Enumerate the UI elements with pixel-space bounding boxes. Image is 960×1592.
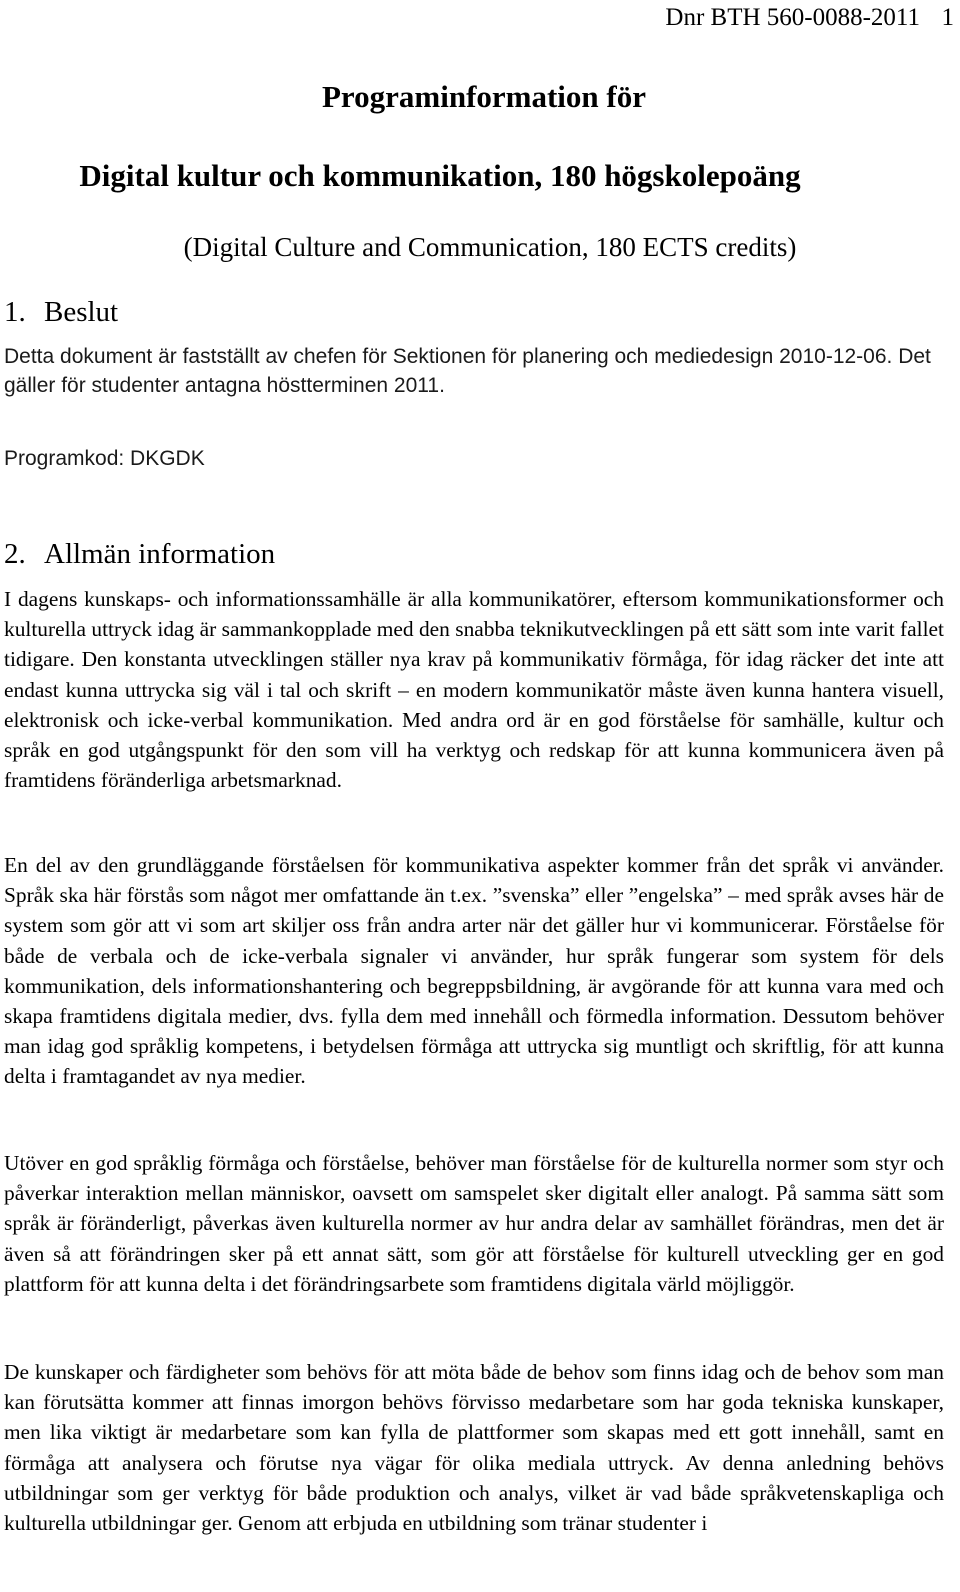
section-number: 2. xyxy=(4,538,26,570)
page-number: 1 xyxy=(941,4,954,31)
section-heading-beslut xyxy=(4,293,118,331)
document-subtitle: (Digital Culture and Communication, 180 ECTS credits) xyxy=(183,232,797,262)
section-title: Allmän information xyxy=(44,538,276,570)
body-paragraph: I dagens kunskaps- och informationssamhälle är alla kommunikatörer, eftersom kommunikationsformer och kulturella uttryck idag är sammankopplade med den snabba teknikutvecklingen på ett sätt som inte varit fallet tidigare. Den konstanta utvecklingen ställer nya krav på kommunikativ förmåga, för idag räcker det inte att endast kunna uttrycka sig väl i tal och skrift – en modern kommunikatör måste även kunna hantera visuell, elektronisk och icke-verbal kommunikation. Med andra ord är en god förståelse för samhälle, kultur och språk en god utgångspunkt för den som vill ha verktyg och redskap för att kunna kommunicera även på framtidens föränderliga arbetsmarknad. xyxy=(4,587,944,793)
document-reference: Dnr BTH 560-0088-2011 xyxy=(665,4,920,31)
body-paragraph: Utöver en god språklig förmåga och förståelse, behöver man förståelse för de kulturella normer som styr och påverkar interaktion mellan människor, oavsett om samspelet sker digitalt eller analogt. På samma sätt som språk är föränderligt, påverkas även kulturella normer av hur andra delar av samhället förändras, men det är även så att förändringen sker på ett annat sätt, som gör att förståelse för kulturell utveckling ger en god plattform för att kunna delta i det förändringsarbete som framtidens digitala värld möjliggör. xyxy=(4,1151,944,1296)
document-title-line-1: Programinformation för xyxy=(322,79,646,114)
document-title-line-2: Digital kultur och kommunikation, 180 högskolepoäng xyxy=(79,158,801,193)
program-code: Programkod: DKGDK xyxy=(4,447,205,470)
body-paragraph: En del av den grundläggande förståelsen för kommunikativa aspekter kommer från det språk vi använder. Språk ska här förstås som något mer omfattande än t.ex. ”svenska” eller ”engelska” – med språk avses här de system som gör att vi som art skiljer oss från andra arter när det gäller hur vi kommunicerar. Förståelse för både de verbala och de icke-verbala signaler vi använder, hur språk fungerar som system för dels kommunikation, dels informationshantering och begreppsbildning, är avgörande för att kunna vara med och skapa framtidens digitala medier, dvs. fylla dem med innehåll och förmedla information. Dessutom behöver man idag god språklig kompetens, i betydelsen förmåga att uttrycka sig muntligt och skriftlig, för att kunna delta i framtagandet av nya medier. xyxy=(4,853,944,1089)
section-title: Beslut xyxy=(44,296,119,328)
body-paragraph: De kunskaper och färdigheter som behövs för att möta både de behov som finns idag och de behov som man kan förutsätta kommer att finnas imorgon behövs förvisso medarbetare som har goda tekniska kunskaper, men lika viktigt är medarbetare som kan fylla de plattformer som skapas med ett gott innehåll, samt en förmåga att analysera och förutse nya vägar för olika mediala uttryck. Av denna anledning behövs utbildningar som ger verktyg för både produktion och analys, vilket är vad både språkvetenskapliga och kulturella utbildningar ger. Genom att erbjuda en utbildning som tränar studenter i xyxy=(4,1360,944,1536)
decision-text: Detta dokument är fastställt av chefen för Sektionen för planering och mediedesign 2010-12-06. Det gäller för studenter antagna höstterminen 2011. xyxy=(4,345,931,397)
section-heading-allman-information xyxy=(4,535,275,573)
section-number: 1. xyxy=(4,296,26,328)
